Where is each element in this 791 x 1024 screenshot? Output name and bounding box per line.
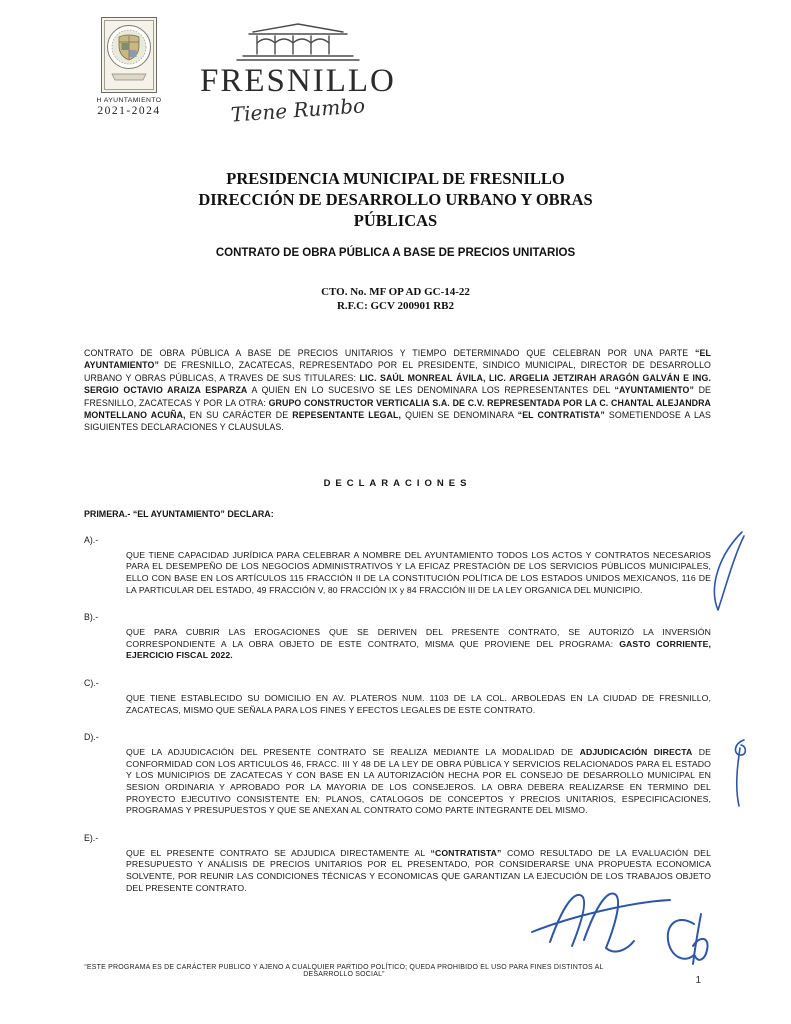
declaraciones-heading: DECLARACIONES <box>323 477 472 489</box>
rfc-line <box>0 299 791 313</box>
clause-c <box>84 678 711 716</box>
brand-name: FRESNILLO <box>200 63 396 99</box>
clause-b <box>84 612 711 662</box>
title-line-2: DIRECCIÓN DE DESARROLLO URBANO Y OBRAS PÚBLICAS <box>198 190 593 230</box>
contract-number-label: CTO. No. <box>321 286 367 298</box>
rfc-value: GCV 200901 RB2 <box>370 300 455 312</box>
clause-d <box>84 732 711 817</box>
letterhead <box>0 0 791 128</box>
coat-of-arms-icon <box>100 16 158 94</box>
fresnillo-logo <box>200 16 396 127</box>
contract-number-line <box>0 285 791 299</box>
clause-text: QUE TIENE CAPACIDAD JURÍDICA PARA CELEBRAR A NOMBRE DEL AYUNTAMIENTO TODOS LOS ACTOS Y CONTRATOS NECESARIOS PARA EL DESEMPEÑO DE LOS NEGOCIOS ADMINISTRATIVOS Y LA EFICAZ PRESTACIÓN DE LOS SERVICIOS PÚBLICOS MUNICIPALES, ELLO CON BASE EN LOS ARTÍCULOS 115 FRACCIÓN II DE LA CONSTITUCIÓN POLÍTICA DE LOS ESTADOS UNIDOS MEXICANOS, 116 DE LA PARTICULAR DEL ESTADO, 49 FRACCIÓN V, 80 FRACCIÓN IX y 84 FRACCIÓN III DE LA LEY ORGANICA DEL MUNICIPIO. <box>126 549 711 595</box>
clause-text: QUE LA ADJUDICACIÓN DEL PRESENTE CONTRATO SE REALIZA MEDIANTE LA MODALIDAD DE ADJUDICACIÓN DIRECTA DE CONFORMIDAD CON LOS ARTICULOS 46, FRACC. III Y 48 DE LA LEY DE OBRA PÚBLICA Y SERVICIOS RELACIONADOS PARA EL ESTADO Y LOS MUNICIPIOS DE ZACATECAS Y CON BASE EN LA AUTORIZACIÓN HECHA POR EL CONSEJO DE DESARROLLO MUNICIPAL EN SESION ORDINARIA Y APROBADO POR LA MAYORIA DE LOS CONSEJEROS. LA OBRA DEBERA REALIZARSE EN TERMINO DEL PROYECTO EJECUTIVO CONSISTENTE EN: PLANOS, CATALOGOS DE CONCEPTOS Y PRECIOS UNITARIOS, ESPECIFICACIONES, PROGRAMAS Y PRESUPUESTOS Y QUE SE ANEXAN AL CONTRATO COMO PARTE INTEGRANTE DEL MISMO. <box>126 747 711 816</box>
clause-text: QUE PARA CUBRIR LAS EROGACIONES QUE SE DERIVEN DEL PRESENTE CONTRATO, SE AUTORIZÓ LA INVERSIÓN CORRESPONDIENTE A LA OBRA OBJETO DE ESTE CONTRATO, MISMA QUE PROVIENE DEL PROGRAMA: GASTO CORRIENTE, EJERCICIO FISCAL 2022. <box>126 627 711 661</box>
intro-paragraph: CONTRATO DE OBRA PÚBLICA A BASE DE PRECIOS UNITARIOS Y TIEMPO DETERMINADO QUE CELEBRAN POR UNA PARTE “EL AYUNTAMIENTO” DE FRESNILLO, ZACATECAS, REPRESENTADO POR EL PRESIDENTE, SINDICO MUNICIPAL, DIRECTOR DE DESARROLLO URBANO Y OBRAS PÚBLICAS, A TRAVES DE SUS TITULARES: LIC. SAÚL MONREAL ÁVILA, LIC. ARGELIA JETZIRAH ARAGÓN GALVÁN E ING. SERGIO OCTAVIO ARAIZA ESPARZA A QUIEN EN LO SUCESIVO SE LES DENOMINARA LOS REPRESENTANTES DEL “AYUNTAMIENTO” DE FRESNILLO, ZACATECAS Y POR LA OTRA: GRUPO CONSTRUCTOR VERTICALIA S.A. DE C.V. REPRESENTADA POR LA C. CHANTAL ALEJANDRA MONTELLANO ACUÑA, EN SU CARÁCTER DE REPESENTANTE LEGAL, QUIEN SE DENOMINARA “EL CONTRATISTA” SOMETIENDOSE A LAS SIGUIENTES DECLARACIONES Y CLAUSULAS. <box>84 348 711 433</box>
title-line-1: PRESIDENCIA MUNICIPAL DE FRESNILLO <box>226 169 565 188</box>
seal-caption: H AYUNTAMIENTO <box>96 97 162 104</box>
clause-text: QUE TIENE ESTABLECIDO SU DOMICILIO EN AV. PLATEROS NUM. 1103 DE LA COL. ARBOLEDAS EN LA CIUDAD DE FRESNILLO, ZACATECAS, MISMO QUE SEÑALA PARA LOS FINES Y EFECTOS LEGALES DE ESTE CONTRATO. <box>126 693 711 715</box>
footer-disclaimer: “ESTE PROGRAMA ES DE CARÁCTER PUBLICO Y AJENO A CUALQUIER PARTIDO POLÍTICO; QUEDA PROHIBIDO EL USO PARA FINES DISTINTOS AL DESARROLLO SOCIAL” <box>84 964 604 978</box>
clause-label: E).- <box>84 832 99 843</box>
clause-label: A).- <box>84 534 99 545</box>
clause-e <box>84 833 711 894</box>
page-number: 1 <box>695 975 701 986</box>
municipal-seal-logo <box>86 16 172 117</box>
clause-text: QUE EL PRESENTE CONTRATO SE ADJUDICA DIRECTAMENTE AL “CONTRATISTA” COMO RESULTADO DE LA EVALUACIÓN DEL PRESUPUESTO Y ANÁLISIS DE PRECIOS UNITARIOS POR EL PRESENTADO, POR CONSIDERARSE UNA PROPUESTA ECONOMICA SOLVENTE, POR REUNIR LAS CONDICIONES TÉCNICAS Y ECONOMICAS QUE GARANTIZAN LA EJECUCIÓN DE LOS TRABAJOS OBJETO DEL PRESENTE CONTRATO. <box>126 847 711 893</box>
clause-label: D).- <box>84 732 99 743</box>
monument-icon <box>223 20 373 64</box>
contract-subtitle: CONTRATO DE OBRA PÚBLICA A BASE DE PRECIOS UNITARIOS <box>215 247 576 259</box>
clause-a <box>84 535 711 596</box>
primera-heading: PRIMERA.- “EL AYUNTAMIENTO” DECLARA: <box>84 508 274 519</box>
seal-years: 2021-2024 <box>97 105 161 117</box>
rfc-label: R.F.C: <box>336 300 368 312</box>
clause-label: C).- <box>84 678 99 688</box>
document-body <box>0 347 791 894</box>
brand-tagline: Tiene Rumbo <box>230 93 366 127</box>
handwritten-initials-icon <box>660 906 714 972</box>
document-title <box>181 168 611 231</box>
contract-number-value: MF OP AD GC-14-22 <box>369 286 470 298</box>
clause-label: B).- <box>84 612 99 623</box>
